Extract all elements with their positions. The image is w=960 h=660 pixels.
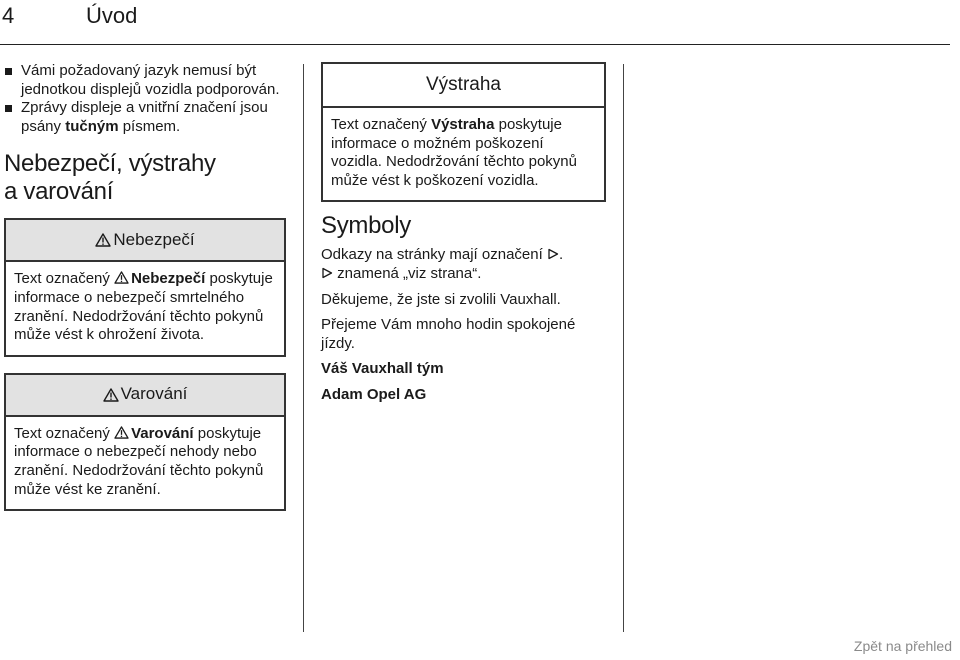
symbols-line1-after: .: [558, 246, 564, 264]
warning-text-before: Text označený: [14, 424, 115, 442]
chapter-title: Úvod: [86, 3, 138, 28]
warning-text-after: poskytuje informace o nebezpečí nehody nebo zranění. Nedodržování těchto pokynů může vést ke zranění.: [14, 424, 264, 498]
danger-box-title: Nebezpečí: [113, 230, 195, 250]
danger-text-bold: Nebezpečí: [131, 270, 206, 288]
section-title-symbols: Symboly: [321, 212, 411, 240]
bullet-text: Vámi požadovaný jazyk nemusí být jednotkou displejů vozidla podporován.: [21, 62, 280, 98]
warning-box-title: Varování: [120, 384, 188, 404]
page-reference-arrow-icon: [547, 247, 559, 259]
caution-text-before: Text označený: [331, 116, 432, 133]
column-divider-right: [623, 64, 624, 632]
page-number: 4: [2, 3, 15, 28]
header-divider: [0, 44, 950, 45]
page-reference-arrow-icon: [321, 266, 333, 278]
caution-box-header: [323, 64, 604, 108]
back-to-overview-link[interactable]: Zpět na přehled: [853, 638, 952, 654]
symbols-line2-after: znamená „viz strana“.: [333, 264, 482, 282]
danger-box: [4, 218, 286, 356]
caution-box-title: Výstraha: [426, 73, 501, 95]
thanks-text: Děkujeme, že jste si zvolili Vauxhall.: [321, 290, 561, 308]
wishes-text: Přejeme Vám mnoho hodin spokojené jízdy.: [321, 316, 576, 352]
danger-text-before: Text označený: [14, 270, 115, 288]
caution-text-bold: Výstraha: [431, 116, 495, 133]
warning-triangle-icon: [95, 233, 111, 247]
danger-text-after: poskytuje informace o nebezpečí smrtelného zranění. Nedodržování těchto pokynů může vést k ohrožení života.: [14, 270, 273, 344]
bullet-item-language: [4, 62, 286, 99]
bullet-square-icon: [5, 105, 12, 112]
bullet-square-icon: [5, 68, 12, 75]
caution-box: [321, 62, 606, 202]
section-title-line2: a varování: [4, 178, 114, 206]
symbols-block: [321, 246, 606, 404]
warning-box-header: [6, 375, 284, 417]
section-title-warnings: [4, 150, 286, 206]
team-signature: Váš Vauxhall tým: [321, 360, 444, 378]
left-column: [4, 62, 286, 511]
warning-triangle-icon: [114, 271, 129, 284]
bullet-list: [4, 62, 286, 136]
warning-triangle-icon: [103, 388, 119, 402]
danger-box-body: [6, 262, 284, 354]
column-divider-left: [303, 64, 304, 632]
warning-box: [4, 373, 286, 511]
right-column: [321, 62, 606, 412]
danger-box-header: [6, 220, 284, 262]
bullet-text-before: Zprávy displeje a vnitřní značení jsou psány: [21, 99, 268, 135]
symbols-line1-before: Odkazy na stránky mají označení: [321, 246, 547, 264]
warning-triangle-icon: [114, 426, 129, 439]
symbols-paragraph: [321, 246, 606, 283]
caution-box-body: [323, 108, 604, 200]
warning-box-body: [6, 417, 284, 509]
warning-text-bold: Varování: [131, 424, 194, 442]
section-title-line1: Nebezpečí, výstrahy: [4, 150, 216, 178]
bullet-text-bold: tučným: [65, 117, 119, 135]
bullet-text-after: písmem.: [118, 117, 181, 135]
caution-text-after: poskytuje informace o možném poškození vozidla. Nedodržování těchto pokynů může vést k poškození vozidla.: [331, 116, 577, 189]
company-name: Adam Opel AG: [321, 385, 427, 403]
bullet-item-bold-font: [4, 99, 286, 136]
